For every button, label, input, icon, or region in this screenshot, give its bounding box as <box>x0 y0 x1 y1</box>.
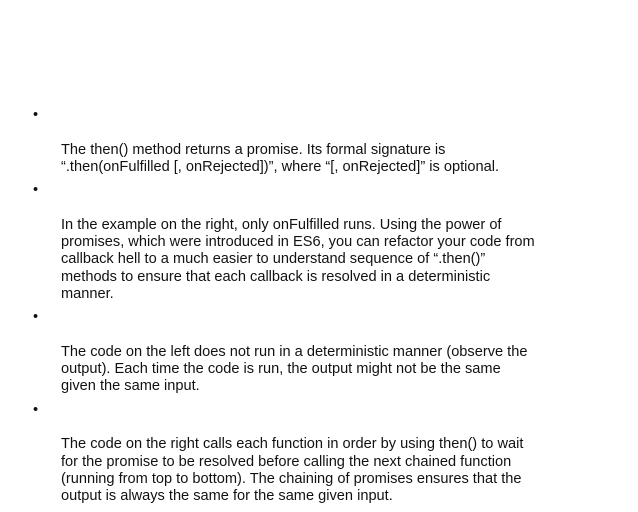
bullet-point-icon: • <box>33 107 39 123</box>
bullet-item <box>33 107 605 176</box>
bullet-point-icon: • <box>33 309 39 326</box>
bullet-point-icon: • <box>33 182 39 199</box>
bullet-text: The code on the right calls each function in order by using then() to wait for the promise to be resolved before calling the next chained function (running from top to bottom). The chaining of promises ensures that the output is always the same for the same given input. <box>61 436 524 505</box>
bullet-item <box>33 182 605 303</box>
bullet-text: The code on the left does not run in a deterministic manner (observe the output). Each time the code is run, the output might not be the same given the same input. <box>61 343 528 395</box>
bullet-point-icon: • <box>33 401 39 418</box>
bullet-item <box>33 402 605 506</box>
bullet-text: The then() method returns a promise. Its formal signature is “.then(onFulfilled [, onRejected])”, where “[, onRejected]” is optional. <box>61 141 500 175</box>
bullet-list <box>33 107 605 512</box>
bullet-item <box>33 309 605 395</box>
bullet-text: In the example on the right, only onFulfilled runs. Using the power of promises, which were introduced in ES6, you can refactor your code from callback hell to a much easier to understand sequence of “.then()” methods to ensure that each callback is resolved in a deterministic manner. <box>61 216 535 302</box>
